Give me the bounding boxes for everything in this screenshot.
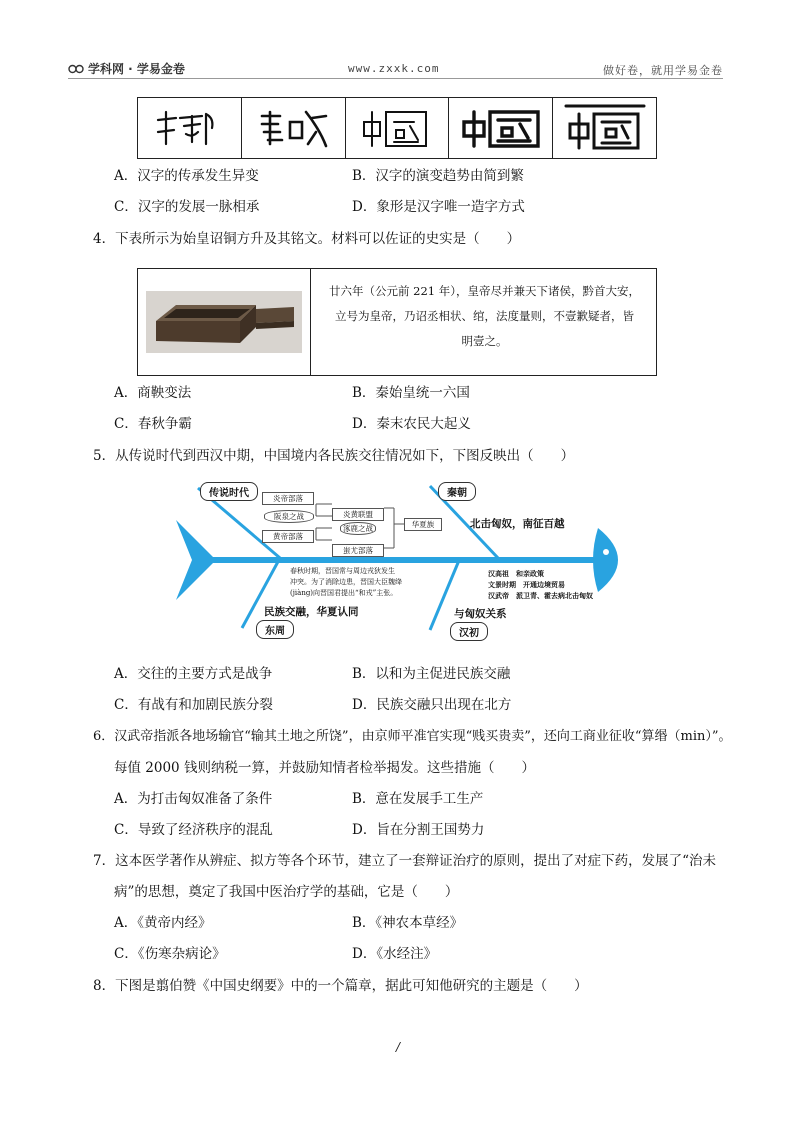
- tag-qin: 秦朝: [438, 482, 476, 501]
- han-text: [488, 568, 593, 601]
- q3-option-a[interactable]: A．汉字的传承发生异变: [114, 168, 259, 184]
- zhou-line: 冲突。为了消除边患，晋国大臣魏绛: [290, 578, 402, 586]
- han-line: 文景时期 开通边境贸易: [488, 580, 565, 589]
- han-line: 汉武帝 派卫青、霍去病北击匈奴: [488, 591, 593, 600]
- q3-option-c[interactable]: C．汉字的发展一脉相承: [114, 199, 260, 215]
- q4-option-c[interactable]: C．春秋争霸: [114, 416, 192, 432]
- zhou-caption: 民族交融，华夏认同: [264, 606, 359, 618]
- zhou-text: [290, 566, 402, 599]
- box-banquan: 阪泉之战: [264, 510, 314, 523]
- q6-option-d[interactable]: D．旨在分割王国势力: [352, 822, 485, 838]
- q5-option-b[interactable]: B．以和为主促进民族交融: [352, 666, 511, 682]
- glyph-cell-jiaguwen: [138, 98, 242, 158]
- glyph-xiaozhuan-image: [354, 104, 440, 152]
- q3-option-b[interactable]: B．汉字的演变趋势由简到繁: [352, 168, 524, 184]
- inscription-text: [311, 269, 656, 375]
- header-url[interactable]: www.zxxk.com: [348, 62, 440, 75]
- glyph-jinwen-image: [250, 104, 336, 152]
- q7-option-d[interactable]: D．《水经注》: [352, 946, 438, 962]
- q7-stem-line1: 7．这本医学著作从辨症、拟方等各个环节，建立了一套辩证治疗的原则，提出了对症下药，发展了“治未: [93, 853, 716, 869]
- q6-option-b[interactable]: B．意在发展手工生产: [352, 791, 484, 807]
- q6-stem-line1: 6．汉武帝指派各地场输官“输其土地之所饶”，由京师平准官实现“贱买贵卖”，还向工商业征收“算缗（min）”。: [93, 729, 732, 744]
- box-chiyou: 蚩尤部落: [332, 544, 384, 557]
- glyph-evolution-table: [137, 97, 657, 159]
- tag-legend-era: 传说时代: [200, 482, 258, 501]
- box-yandi: 炎帝部落: [262, 492, 314, 505]
- tag-han: 汉初: [450, 622, 488, 641]
- han-line: 汉高祖 和亲政策: [488, 569, 544, 578]
- glyph-kaishu-image: [562, 104, 648, 152]
- q5-option-c[interactable]: C．有战有和加剧民族分裂: [114, 697, 273, 713]
- q7-option-a[interactable]: A．《黄帝内经》: [114, 915, 212, 931]
- q6-stem-line2: 每值 2000 钱则纳税一算，并鼓励知情者检举揭发。这些措施（ ）: [114, 760, 535, 776]
- box-huangdi: 黄帝部落: [262, 530, 314, 543]
- fishbone-skeleton: [168, 478, 618, 638]
- box-alliance: 炎黄联盟: [332, 508, 384, 521]
- glyph-cell-xiaozhuan: [346, 98, 450, 158]
- q4-option-b[interactable]: B．秦始皇统一六国: [352, 385, 470, 401]
- q4-stem: 4．下表所示为始皇诏铜方升及其铭文。材料可以佐证的史实是（ ）: [93, 231, 521, 247]
- box-zhuolu: 涿鹿之战: [340, 522, 376, 535]
- inscription-line: 立号为皇帝，乃诏丞相状、绾，法度量则，不壹歉疑者，皆: [335, 309, 634, 323]
- header-logo: [68, 60, 185, 77]
- zhou-line: 春秋时期，晋国常与周边戎狄发生: [290, 567, 395, 575]
- header-slogan: 做好卷，就用学易金卷: [603, 64, 723, 77]
- q5-option-a[interactable]: A．交往的主要方式是战争: [114, 666, 273, 682]
- q5-option-d[interactable]: D．民族交融只出现在北方: [352, 697, 512, 713]
- header-divider: [68, 78, 723, 79]
- qin-text: 北击匈奴，南征百越: [470, 518, 565, 530]
- inscription-line: 明壹之。: [461, 334, 508, 348]
- box-huaxia: 华夏族: [404, 518, 442, 531]
- glyph-cell-jinwen: [242, 98, 346, 158]
- bronze-measure-image-cell: [138, 269, 311, 375]
- q3-option-d[interactable]: D．象形是汉字唯一造字方式: [352, 199, 525, 215]
- q5-stem: 5．从传说时代到西汉中期，中国境内各民族交往情况如下，下图反映出（ ）: [93, 448, 575, 464]
- q7-option-b[interactable]: B．《神农本草经》: [352, 915, 464, 931]
- q6-option-a[interactable]: A．为打击匈奴准备了条件: [114, 791, 273, 807]
- glyph-jiaguwen-image: [146, 104, 232, 152]
- q8-stem: 8．下图是翦伯赞《中国史纲要》中的一个篇章，据此可知他研究的主题是（ ）: [93, 978, 588, 994]
- fishbone-diagram: [168, 478, 618, 638]
- logo-text: 学科网 · 学易金卷: [88, 62, 185, 76]
- glyph-lishu-image: [458, 104, 544, 152]
- q4-option-d[interactable]: D．秦末农民大起义: [352, 416, 471, 432]
- inscription-line: 廿六年（公元前 221 年），皇帝尽并兼天下诸侯，黔首大安，: [328, 284, 640, 298]
- logo-icon: [68, 63, 84, 75]
- tag-east-zhou: 东周: [256, 620, 294, 639]
- q4-option-a[interactable]: A．商鞅变法: [114, 385, 192, 401]
- zhou-line: (jiàng)向晋国君提出“和戎”主张。: [290, 589, 398, 597]
- bronze-measure-image: [146, 291, 302, 353]
- q7-stem-line2: 病”的思想，奠定了我国中医治疗学的基础，它是（ ）: [114, 884, 459, 900]
- glyph-cell-lishu: [449, 98, 553, 158]
- han-caption: 与匈奴关系: [454, 608, 507, 620]
- q6-option-c[interactable]: C．导致了经济秩序的混乱: [114, 822, 273, 838]
- q7-option-c[interactable]: C．《伤寒杂病论》: [114, 946, 226, 962]
- glyph-cell-kaishu: [553, 98, 656, 158]
- page-number: /: [396, 1040, 401, 1054]
- q4-inscription-table: [137, 268, 657, 376]
